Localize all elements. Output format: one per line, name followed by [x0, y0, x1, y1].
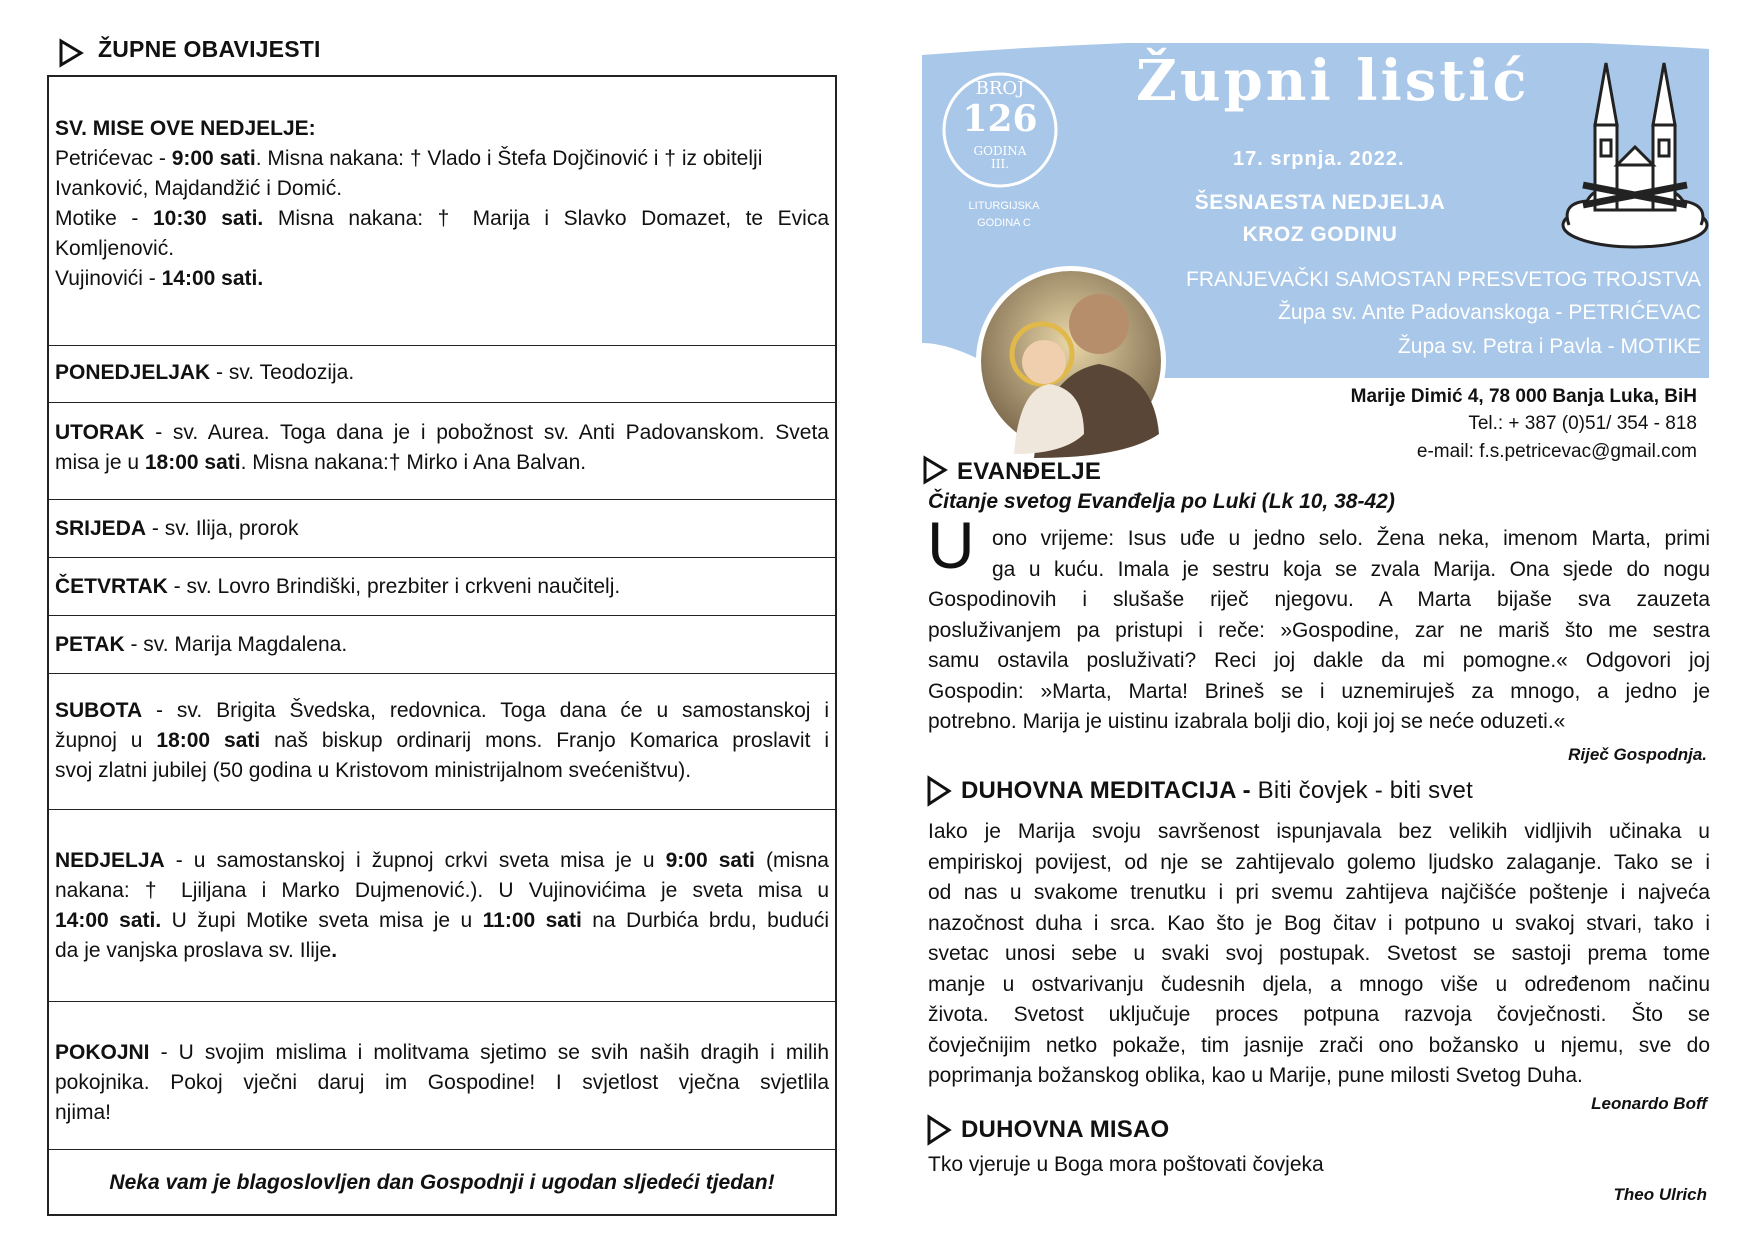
deceased-cell: POKOJNI - U svojim mislima i molitvama sjetimo se svih naših dragih i milih pokojnika. Pokoj vječni daruj im Gospodine! I svjetlost vječna svjetlila njima!	[49, 1001, 835, 1149]
saturday-cell: SUBOTA - sv. Brigita Švedska, redovnica. Toga dana će u samostanskoj i župnoj u 18:00 sati naš biskup ordinarij mons. Franjo Komarica proslavit i svoj zlatni jubilej (50 godina u Kristovom ministrijalnom svećeništvu).	[49, 673, 835, 809]
phone: Tel.: + 387 (0)51/ 354 - 818	[1468, 413, 1697, 434]
meditation-text: Iako je Marija svoju savršenost ispunjavala bez velikih vidljivih učinaka u empiriskoj povijest, od nje se zahtijevalo golemo ljudsko zalaganje. Tako se i od nas u svakome trenutku i pri svemu zahtijeva najčišće poštenje i najveća nazočnost duha i srca. Kao što je Bog čitav i potpuno u svakoj stvari, tako i svetac unosi sebe u svaki svoj postupak. Svetost se sastoji prema tome manje u ostvarivanju čudesnih djela, a mnogo više u određenom načinu života. Svetost uključuje proces potpuna razvoja čovječnosti. Što se čovječnijim netko pokaže, tim jasnije zrači ono božansko u njemu, sve do poprimanja božanskog oblika, kao u Marije, pune milosti Svetog Duha.	[928, 820, 1710, 1087]
play-triangle-icon	[58, 38, 84, 68]
liturgical-sunday: ŠESNAESTA NEDJELJA KROZ GODINU	[1194, 191, 1446, 246]
thought-text: Tko vjeruje u Boga mora poštovati čovjeka	[928, 1153, 1324, 1176]
masses-cell	[49, 77, 835, 345]
masses-line: Motike - 10:30 sati. Misna nakana: † Marija i Slavko Domazet, te Evica	[55, 207, 830, 230]
bulletin-title: Župni listić	[1136, 48, 1530, 114]
saint-portrait-image	[974, 264, 1168, 458]
masses-title: SV. MISE OVE NEDJELJE:	[55, 117, 316, 140]
gospel-reference: Čitanje svetog Evanđelja po Luki (Lk 10, 38-42)	[928, 490, 1395, 513]
monday-cell: PONEDJELJAK - sv. Teodozija.	[49, 345, 835, 402]
sunday-cell: NEDJELJA - u samostanskoj i župnoj crkvi sveta misa je u 9:00 sati (misna nakana: † Ljiljana i Marko Dujmenović.). U Vujinovićima je sveta misa u 14:00 sati. U župi Motike sveta misa je u 11:00 sati na Durbića brdu, budući da je vanjska proslava sv. Ilije.	[49, 809, 835, 1001]
gospel-text: ono vrijeme: Isus uđe u jedno selo. Žena neka, imenom Marta, primi ga u kuću. Imala je sestru koja se zvala Marija. Ona sjede do nogu Gospodinovih i slušaše riječ njegovu. A Marta bijaše sva zauzeta posluživanjem pa pristupi i reče: »Gospodine, zar ne mariš što me sestra samu ostavila posluživati? Reci joj dakle da mi pomogne.« Odgovori joj Gospodin: »Marta, Marta! Brineš se i uznemiruješ za mnogo, a jedno je potrebno. Marija je uistinu izabrala bolji dio, koji joj se neće oduzeti.«	[928, 527, 1710, 733]
liturgical-year: LITURGIJSKA GODINA C	[968, 200, 1040, 229]
address: Marije Dimić 4, 78 000 Banja Luka, BiH	[1350, 386, 1697, 407]
tuesday-cell: UTORAK - sv. Aurea. Toga dana je i pobožnost sv. Anti Padovanskom. Sveta misa je u 18:00 sati. Misna nakana:† Mirko i Ana Balvan.	[49, 402, 835, 499]
bulletin-date: 17. srpnja. 2022.	[1233, 148, 1405, 170]
parish-motike: Župa sv. Petra i Pavla - MOTIKE	[1397, 335, 1701, 358]
church-logo	[1555, 55, 1715, 255]
friday-cell: PETAK - sv. Marija Magdalena.	[49, 615, 835, 673]
gospel-heading: EVANĐELJE	[957, 458, 1102, 485]
announcements-table	[47, 75, 837, 1216]
play-triangle-icon	[922, 455, 948, 485]
issue-number: 126	[962, 98, 1038, 140]
monastery-name: FRANJEVAČKI SAMOSTAN PRESVETOG TROJSTVA	[1186, 268, 1701, 291]
thought-author: Theo Ulrich	[1613, 1185, 1707, 1204]
thursday-cell: ČETVRTAK - sv. Lovro Brindiški, prezbiter i crkveni naučitelj.	[49, 557, 835, 615]
issue-label: BROJ	[975, 78, 1025, 99]
masses-line: Ivanković, Majdandžić i Domić.	[55, 177, 343, 200]
email: e-mail: f.s.petricevac@gmail.com	[1416, 441, 1697, 462]
gospel-dropcap: U	[927, 508, 975, 582]
play-triangle-icon	[926, 1114, 952, 1146]
masses-line: Vujinovići - 14:00 sati.	[55, 267, 264, 290]
masses-line: Komljenović.	[55, 237, 175, 260]
thought-heading: DUHOVNA MISAO	[961, 1116, 1170, 1143]
meditation-heading: DUHOVNA MEDITACIJA - Biti čovjek - biti svet	[961, 777, 1473, 804]
parish-petricevac: Župa sv. Ante Padovanskoga - PETRIĆEVAC	[1278, 301, 1701, 324]
gospel-closing: Riječ Gospodnja.	[1568, 745, 1707, 764]
masses-line: Petrićevac - 9:00 sati. Misna nakana: † Vlado i Štefa Dojčinović i † iz obitelji	[55, 147, 763, 170]
issue-year: III.	[990, 157, 1010, 171]
announcements-heading: ŽUPNE OBAVIJESTI	[98, 36, 321, 62]
meditation-author: Leonardo Boff	[1591, 1094, 1707, 1113]
play-triangle-icon	[926, 775, 952, 807]
issue-year-label: GODINA	[973, 144, 1027, 158]
wednesday-cell: SRIJEDA - sv. Ilija, prorok	[49, 499, 835, 557]
closing-cell: Neka vam je blagoslovljen dan Gospodnji i ugodan sljedeći tjedan!	[49, 1149, 835, 1216]
